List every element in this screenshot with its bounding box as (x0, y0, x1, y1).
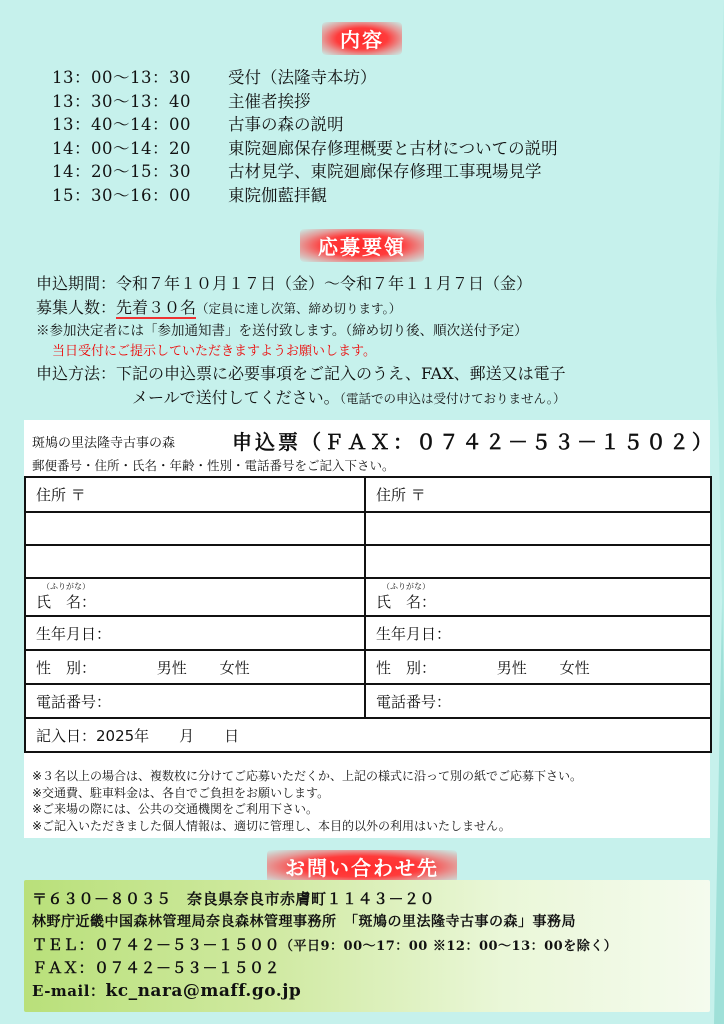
form-grid (24, 476, 712, 753)
phone-label: 電話番号： (376, 692, 452, 711)
address-line-field[interactable] (365, 512, 711, 545)
schedule-time: 15：30～16：00 (52, 185, 191, 205)
schedule-time: 13：00～13：30 (52, 68, 191, 87)
method-line1: 申込方法：下記の申込票に必要事項をご記入のうえ、FAX、郵送又は電子 (36, 364, 566, 383)
schedule-row (52, 137, 558, 161)
schedule-desc: 東院伽藍拝観 (228, 185, 327, 205)
address-field[interactable] (365, 477, 711, 512)
schedule-list (52, 66, 558, 208)
birthdate-field[interactable] (365, 616, 711, 650)
name-field[interactable] (365, 578, 711, 616)
inquiry-email-label: E-mail： (32, 982, 106, 1000)
furigana-label: （ふりがな） (42, 582, 90, 591)
inquiry-tel-hours: （平日9：00～17：00 ※12：00～13：00を除く） (280, 939, 618, 954)
schedule-time: 13：40～14：00 (52, 115, 191, 135)
schedule-row (52, 90, 558, 114)
gender-label: 性 別： (376, 658, 437, 677)
entry-date-label: 記入日：2025年 月 日 (36, 726, 240, 745)
schedule-desc: 主催者挨拶 (228, 91, 311, 111)
form-instruction: 郵便番号・住所・氏名・年齢・性別・電話番号をご記入下さい。 (32, 458, 395, 473)
inquiry-office: 林野庁近畿中国森林管理局奈良森林管理事務所 「斑鳩の里法隆寺古事の森」事務局 (32, 914, 576, 930)
inquiry-email-link[interactable]: kc_nara@maff.go.jp (105, 981, 302, 1001)
schedule-desc: 古材見学、東院廻廊保存修理工事現場見学 (228, 162, 542, 182)
method-note: （電話での申込は受付けておりません。） (339, 391, 566, 406)
gender-label: 性 別： (36, 658, 97, 677)
address-line-field[interactable] (25, 545, 365, 578)
form-note: ※交通費、駐車料金は、各自でご負担をお願いします。 (32, 785, 330, 800)
schedule-row (52, 184, 558, 208)
inquiry-tel: ＴＥＬ：０７４２－５３－１５００ (32, 936, 281, 954)
gender-field (25, 650, 365, 684)
form-title: 申込票（ＦＡＸ：０７４２－５３－１５０２） (232, 430, 715, 454)
schedule-row (52, 66, 558, 90)
address-label: 住所 〒 (376, 486, 426, 504)
section-heading-content: 内容 (322, 22, 402, 55)
phone-label: 電話番号： (36, 692, 112, 711)
schedule-row (52, 113, 558, 137)
entry-date-field[interactable] (25, 718, 711, 752)
gender-option-female[interactable]: 女性 (559, 658, 590, 677)
inquiry-address: 〒６３０－８０３５ 奈良県奈良市赤膚町１１４３－２０ (32, 890, 436, 908)
furigana-label: （ふりがな） (382, 582, 430, 591)
name-label: 氏 名： (36, 593, 97, 611)
phone-field[interactable] (25, 684, 365, 718)
address-label: 住所 〒 (36, 486, 86, 504)
gender-option-female[interactable]: 女性 (219, 658, 250, 677)
recruit-value: 先着３０名 (116, 298, 197, 317)
method-text: メールで送付してください。 (132, 388, 340, 407)
method-line2 (36, 386, 706, 410)
schedule-time: 14：20～15：30 (52, 162, 191, 182)
name-field[interactable] (25, 578, 365, 616)
gender-option-male[interactable]: 男性 (156, 658, 187, 677)
form-note: ※３名以上の場合は、複数枚に分けてご応募いただくか、上記の様式に沿って別の紙でご応募下さい。 (32, 769, 583, 783)
inquiry-tel-line (32, 934, 710, 957)
gender-field (365, 650, 711, 684)
form-notes (32, 768, 582, 834)
section-heading-inquiry: お問い合わせ先 (267, 850, 457, 883)
form-note: ※ご来場の際には、公共の交通機関をご利用下さい。 (32, 802, 319, 816)
address-field[interactable] (25, 477, 365, 512)
inquiry-email-line (32, 980, 710, 1003)
schedule-time: 14：00～14：20 (52, 138, 191, 158)
notice-note: ※参加決定者には「参加通知書」を送付致します。（締め切り後、順次送付予定） (36, 323, 528, 339)
schedule-desc: 受付（法隆寺本坊） (228, 68, 377, 87)
recruit-label: 募集人数： (36, 298, 117, 317)
inquiry-box (24, 880, 710, 1012)
application-period: 申込期間：令和７年１０月１７日（金）～令和７年１１月７日（金） (36, 274, 533, 293)
recruit-count-line (36, 296, 706, 320)
red-note: 当日受付にご提示していただきますようお願いします。 (52, 344, 376, 359)
application-info (36, 272, 706, 410)
birthdate-label: 生年月日： (376, 624, 452, 643)
section-heading-apply: 応募要領 (300, 229, 424, 262)
inquiry-fax: ＦＡＸ：０７４２－５３－１５０２ (32, 959, 281, 977)
gender-option-male[interactable]: 男性 (496, 658, 527, 677)
recruit-note: （定員に達し次第、締め切ります。） (196, 301, 402, 316)
address-line-field[interactable] (365, 545, 711, 578)
form-note: ※ご記入いただきました個人情報は、適切に管理し、本目的以外の利用はいたしません。 (32, 818, 511, 833)
name-label: 氏 名： (376, 593, 437, 611)
form-org: 斑鳩の里法隆寺古事の森 (32, 436, 176, 451)
schedule-desc: 古事の森の説明 (228, 115, 344, 135)
schedule-desc: 東院廻廊保存修理概要と古材についての説明 (228, 138, 558, 158)
birthdate-label: 生年月日： (36, 624, 112, 643)
schedule-time: 13：30～13：40 (52, 91, 191, 111)
birthdate-field[interactable] (25, 616, 365, 650)
phone-field[interactable] (365, 684, 711, 718)
address-line-field[interactable] (25, 512, 365, 545)
application-form (24, 420, 715, 838)
schedule-row (52, 160, 558, 184)
